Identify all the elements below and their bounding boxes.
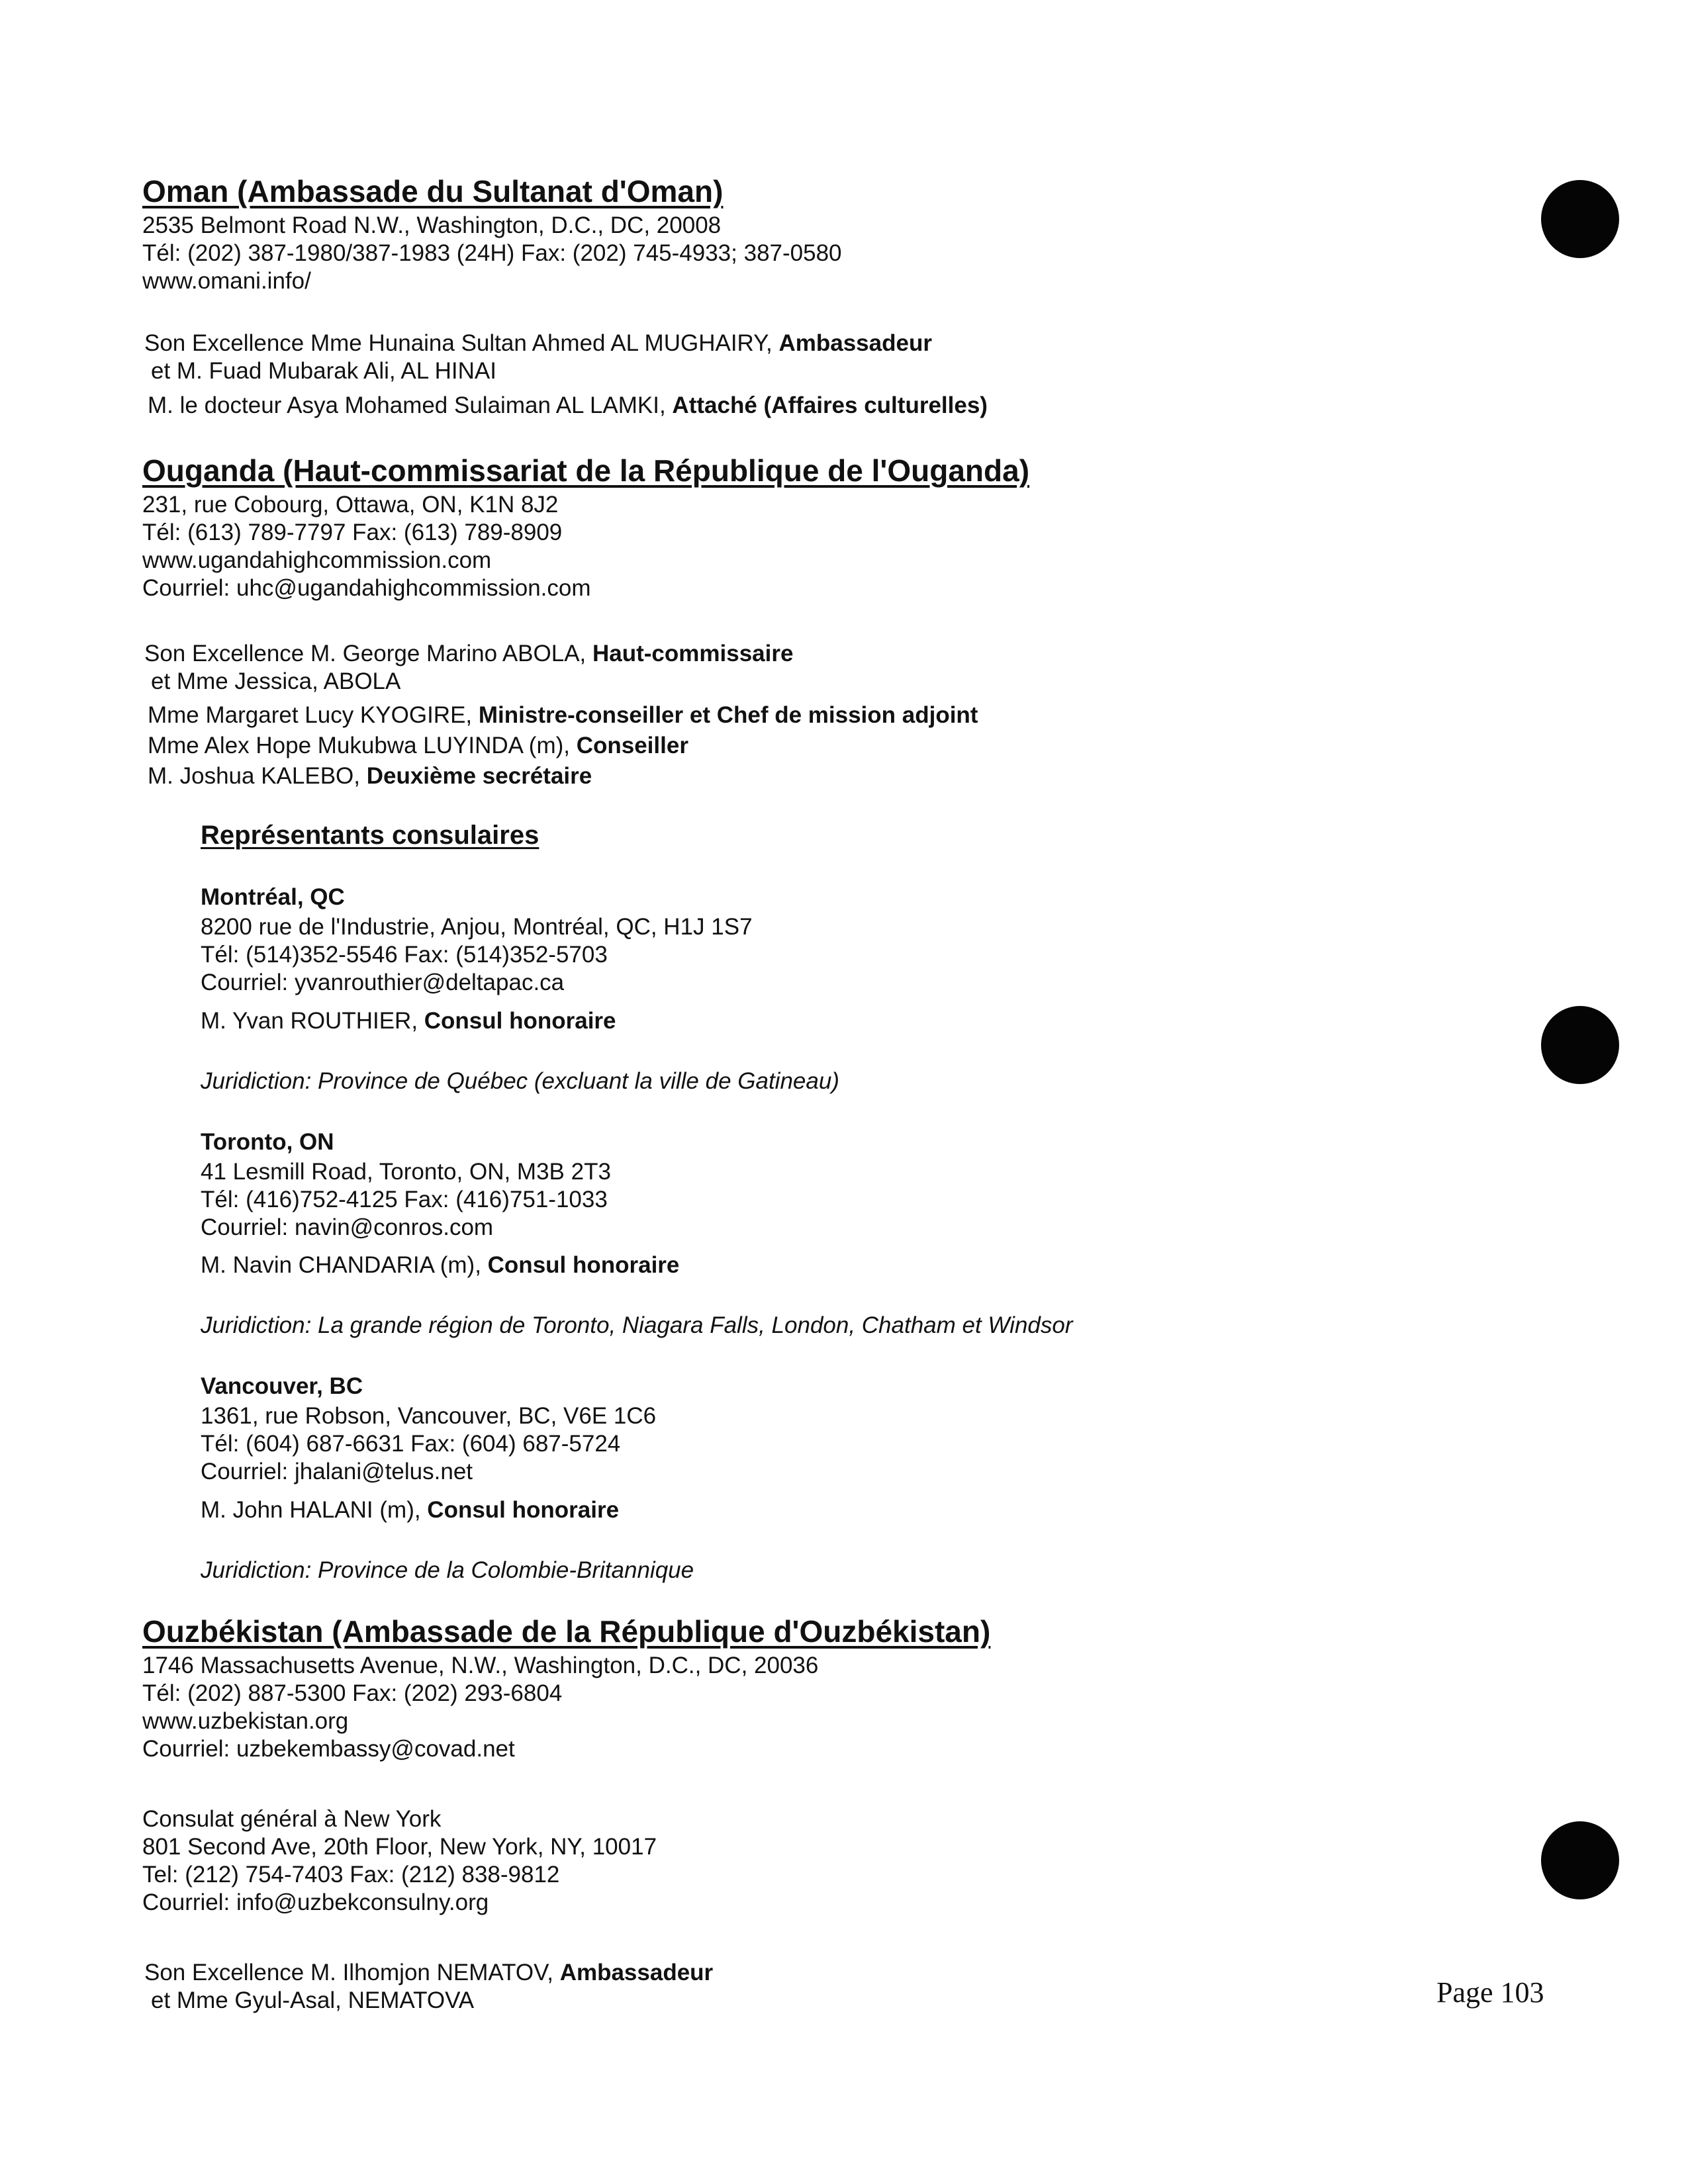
ouganda-counsellor-name: Mme Alex Hope Mukubwa LUYINDA (m), (148, 733, 577, 758)
montreal-address: 8200 rue de l'Industrie, Anjou, Montréal, QC, H1J 1S7 (201, 914, 753, 940)
consular-representatives-heading: Représentants consulaires (201, 821, 539, 850)
ouganda-hc-name: Son Excellence M. George Marino ABOLA, (144, 641, 592, 666)
ouganda-minister-counsellor (148, 702, 978, 729)
vancouver-address: 1361, rue Robson, Vancouver, BC, V6E 1C6 (201, 1403, 657, 1429)
toronto-consul-name: M. Navin CHANDARIA (m), (201, 1252, 488, 1278)
ouganda-high-commissioner (144, 640, 793, 668)
ouganda-mc-name: Mme Margaret Lucy KYOGIRE, (148, 702, 479, 728)
vancouver-email: Courriel: jhalani@telus.net (201, 1459, 473, 1484)
ouganda-counsellor-title: Conseiller (576, 733, 688, 758)
ouganda-ss-title: Deuxième secrétaire (366, 763, 592, 789)
ouzbekistan-phone: Tél: (202) 887-5300 Fax: (202) 293-6804 (142, 1680, 563, 1706)
ouzbekistan-email: Courriel: uzbekembassy@covad.net (142, 1736, 515, 1762)
page-number: Page 103 (1436, 1976, 1544, 2009)
ouganda-ss-name: M. Joshua KALEBO, (148, 763, 367, 789)
punch-hole-middle (1541, 1006, 1619, 1084)
oman-website: www.omani.info/ (142, 268, 311, 294)
oman-ambassador-spouse: et M. Fuad Mubarak Ali, AL HINAI (151, 358, 496, 384)
vancouver-consul-name: M. John HALANI (m), (201, 1497, 428, 1523)
toronto-consul (201, 1251, 679, 1279)
vancouver-phone: Tél: (604) 687-6631 Fax: (604) 687-5724 (201, 1431, 621, 1457)
vancouver-jurisdiction: Juridiction: Province de la Colombie-Britannique (201, 1557, 694, 1583)
montreal-consul-title: Consul honoraire (424, 1008, 616, 1034)
toronto-jurisdiction: Juridiction: La grande région de Toronto, Niagara Falls, London, Chatham et Windsor (201, 1312, 1073, 1338)
ouganda-phone: Tél: (613) 789-7797 Fax: (613) 789-8909 (142, 520, 563, 545)
consulate-general-address: 801 Second Ave, 20th Floor, New York, NY, 10017 (142, 1834, 657, 1860)
punch-hole-bottom (1541, 1821, 1619, 1899)
ouganda-counsellor (148, 732, 688, 760)
oman-ambassador (144, 330, 932, 357)
vancouver-consul (201, 1496, 619, 1524)
ouzbekistan-address: 1746 Massachusetts Avenue, N.W., Washington, D.C., DC, 20036 (142, 1653, 819, 1678)
ouzbekistan-heading: Ouzbékistan (Ambassade de la République d'Ouzbékistan) (142, 1614, 991, 1649)
oman-ambassador-name: Son Excellence Mme Hunaina Sultan Ahmed AL MUGHAIRY, (144, 330, 779, 356)
montreal-consul (201, 1007, 616, 1035)
ouganda-address: 231, rue Cobourg, Ottawa, ON, K1N 8J2 (142, 492, 559, 518)
oman-attache (148, 392, 988, 420)
montreal-phone: Tél: (514)352-5546 Fax: (514)352-5703 (201, 942, 608, 968)
montreal-jurisdiction: Juridiction: Province de Québec (excluant la ville de Gatineau) (201, 1068, 839, 1094)
ouganda-heading: Ouganda (Haut-commissariat de la République de l'Ouganda) (142, 453, 1030, 488)
ouzbekistan-website: www.uzbekistan.org (142, 1708, 349, 1734)
toronto-phone: Tél: (416)752-4125 Fax: (416)751-1033 (201, 1187, 608, 1212)
montreal-email: Courriel: yvanrouthier@deltapac.ca (201, 970, 565, 995)
vancouver-consul-title: Consul honoraire (427, 1497, 620, 1523)
toronto-email: Courriel: navin@conros.com (201, 1214, 494, 1240)
ouganda-email: Courriel: uhc@ugandahighcommission.com (142, 575, 591, 601)
ouzbekistan-ambassador-name: Son Excellence M. Ilhomjon NEMATOV, (144, 1960, 560, 1985)
oman-heading: Oman (Ambassade du Sultanat d'Oman) (142, 174, 724, 208)
oman-attache-name: M. le docteur Asya Mohamed Sulaiman AL LAMKI, (148, 392, 673, 418)
oman-attache-title: Attaché (Affaires culturelles) (672, 392, 988, 418)
punch-hole-top (1541, 180, 1619, 258)
consulate-general-label: Consulat général à New York (142, 1806, 442, 1832)
oman-address: 2535 Belmont Road N.W., Washington, D.C., DC, 20008 (142, 212, 722, 238)
ouganda-website: www.ugandahighcommission.com (142, 547, 492, 573)
toronto-consul-title: Consul honoraire (487, 1252, 680, 1278)
ouganda-hc-title: Haut-commissaire (592, 641, 794, 666)
ouganda-hc-spouse: et Mme Jessica, ABOLA (151, 668, 401, 694)
montreal-consul-name: M. Yvan ROUTHIER, (201, 1008, 424, 1034)
ouganda-mc-title: Ministre-conseiller et Chef de mission adjoint (478, 702, 978, 728)
consulate-general-phone: Tel: (212) 754-7403 Fax: (212) 838-9812 (142, 1862, 560, 1888)
oman-ambassador-title: Ambassadeur (778, 330, 932, 356)
oman-phone: Tél: (202) 387-1980/387-1983 (24H) Fax: (202) 745-4933; 387-0580 (142, 240, 842, 266)
montreal-city: Montréal, QC (201, 884, 345, 910)
vancouver-city: Vancouver, BC (201, 1373, 363, 1399)
ouzbekistan-ambassador (144, 1959, 713, 1987)
ouganda-second-secretary (148, 762, 592, 790)
ouzbekistan-ambassador-spouse: et Mme Gyul-Asal, NEMATOVA (151, 1987, 475, 2013)
toronto-address: 41 Lesmill Road, Toronto, ON, M3B 2T3 (201, 1159, 611, 1185)
consulate-general-email: Courriel: info@uzbekconsulny.org (142, 1889, 489, 1915)
ouzbekistan-ambassador-title: Ambassadeur (559, 1960, 714, 1985)
toronto-city: Toronto, ON (201, 1129, 334, 1155)
